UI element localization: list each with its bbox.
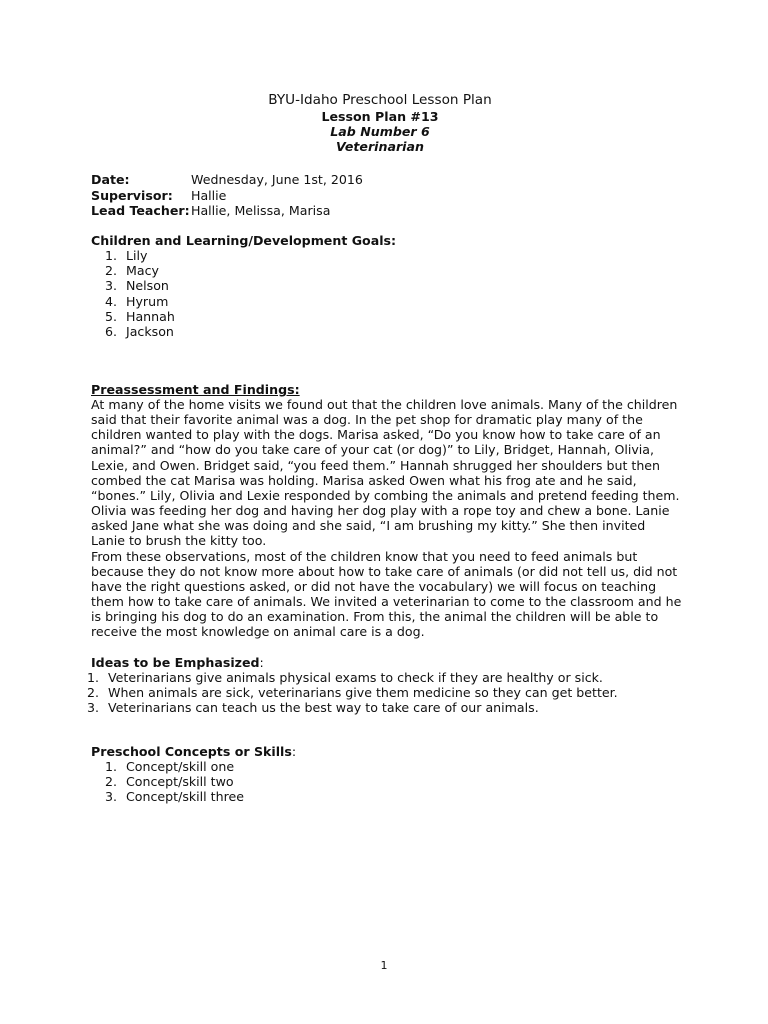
preassessment-paragraph: At many of the home visits we found out that the children love animals. Many of the children said that their favorite animal was a dog. In the pet shop for dramatic play many of the children wanted to play with the dogs. Marisa asked, “Do you know how to take care of an animal?” and “how do you take care of your cat (or dog)” to Lily, Bridget, Hannah, Olivia, Lexie, and Owen. Bridget said, “you feed them.” Hannah shrugged her shoulders but then combed the cat Marisa was holding. Marisa asked Owen what his frog ate and he said, “bones.” Lily, Olivia and Lexie responded by combing the animals and pretend feeding them. Olivia was feeding her dog and having her dog play with a rope toy and chew a bone. Lanie asked Jane what she was doing and she said, “I am brushing my kitty.” She then invited Lanie to brush the kitty too. bbox=[91, 397, 680, 549]
preassessment-heading: Preassessment and Findings: bbox=[91, 382, 300, 397]
ideas-section bbox=[86, 655, 618, 716]
meta-value: Wednesday, June 1st, 2016 bbox=[191, 172, 363, 187]
meta-value: Hallie bbox=[191, 187, 227, 203]
page-number: 1 bbox=[380, 959, 388, 972]
list-item: 3. Nelson bbox=[104, 278, 169, 294]
lesson-topic: Veterinarian bbox=[336, 139, 424, 154]
list-item: 2. Macy bbox=[104, 263, 159, 279]
list-item: 5. Hannah bbox=[104, 308, 175, 324]
lesson-meta bbox=[91, 172, 363, 219]
ideas-heading: Ideas to be Emphasized bbox=[91, 655, 260, 670]
meta-label: Supervisor: bbox=[91, 187, 173, 203]
list-item: 3. Concept/skill three bbox=[104, 789, 244, 805]
meta-value: Hallie, Melissa, Marisa bbox=[191, 203, 331, 218]
concepts-heading: Preschool Concepts or Skills bbox=[91, 744, 292, 759]
concepts-section bbox=[91, 744, 296, 805]
goals-heading: Children and Learning/Development Goals: bbox=[91, 233, 397, 248]
preassessment-section bbox=[91, 382, 683, 640]
ideas-heading-line: Ideas to be Emphasized: bbox=[91, 655, 264, 670]
list-item: 2. When animals are sick, veterinarians give them medicine so they can get better. bbox=[86, 685, 618, 701]
meta-row-lead-teacher bbox=[91, 203, 363, 219]
list-item: 2. Concept/skill two bbox=[104, 774, 234, 790]
lesson-plan-number: Lesson Plan #13 bbox=[321, 109, 439, 124]
list-item: 3. Veterinarians can teach us the best way to take care of our animals. bbox=[86, 700, 539, 716]
list-item: 1. Concept/skill one bbox=[104, 759, 235, 774]
concepts-list bbox=[95, 759, 296, 805]
document-title: BYU-Idaho Preschool Lesson Plan bbox=[268, 92, 492, 108]
meta-row-supervisor bbox=[91, 188, 363, 204]
goals-section bbox=[91, 233, 396, 339]
list-item: 1. Lily bbox=[104, 248, 148, 263]
list-item: 1. Veterinarians give animals physical exams to check if they are healthy or sick. bbox=[86, 670, 603, 685]
goals-list bbox=[95, 248, 396, 339]
list-item: 6. Jackson bbox=[104, 324, 174, 340]
ideas-list bbox=[77, 670, 618, 716]
meta-label: Date: bbox=[91, 172, 130, 187]
lab-number: Lab Number 6 bbox=[330, 124, 430, 139]
meta-label: Lead Teacher: bbox=[91, 203, 190, 218]
meta-row-date bbox=[91, 172, 363, 188]
concepts-heading-line: Preschool Concepts or Skills: bbox=[91, 744, 297, 759]
list-item: 4. Hyrum bbox=[104, 293, 169, 309]
preassessment-paragraph: From these observations, most of the children know that you need to feed animals but because they do not know more about how to take care of animals (or did not tell us, did not have the right questions asked, or did not have the vocabulary) we will focus on teaching them how to take care of animals. We invited a veterinarian to come to the classroom and he is bringing his dog to do an examination. From this, the animal the children will be able to receive the most knowledge on animal care is a dog. bbox=[91, 548, 682, 640]
